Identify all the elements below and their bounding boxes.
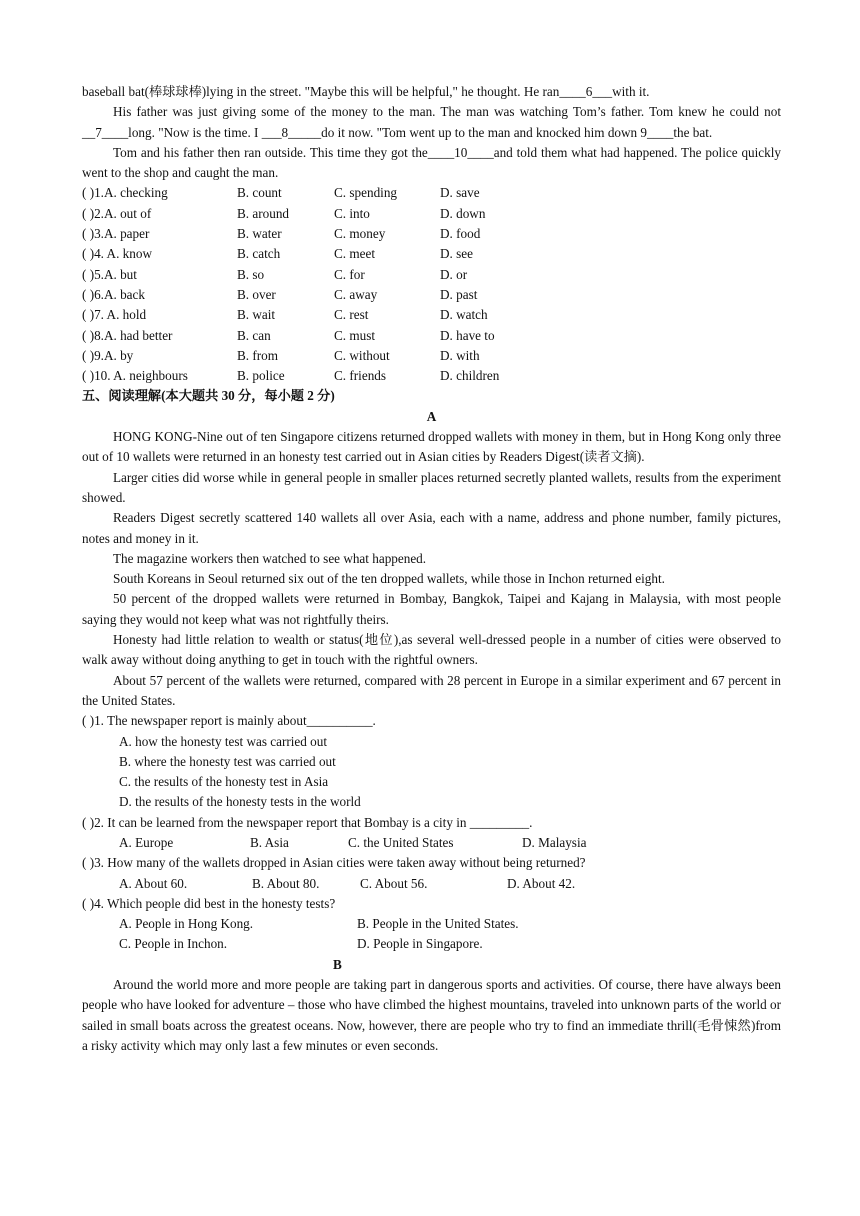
- blank-8: ___8_____: [261, 124, 322, 140]
- section-title: 五、阅读理解(本大题共 30 分，每小题 2 分): [82, 388, 335, 404]
- blank-10: ____10____: [427, 144, 494, 160]
- passage-b-paragraph: Around the world more and more people are taking part in dangerous sports and activities. Of course, there have always been people who have looked for adventure – those who have climbed the highest mountains, traveled into unknown parts of the world or sailed in small boats across the greatest oceans. Now, however, there are people who try to find an immediate thrill(毛骨悚然)from a risky activity which may only last a few minutes or even seconds.: [82, 977, 781, 1053]
- question-4-choices: [82, 914, 781, 934]
- cloze-option-row-6: ( )6.A. back B. over C. away D. past: [82, 286, 478, 302]
- choice: B. Asia: [250, 834, 289, 850]
- cloze-option-row-4: ( )4. A. know B. catch C. meet D. see: [82, 246, 473, 262]
- choice: D. About 42.: [507, 875, 576, 891]
- question-1-choice: A. how the honesty test was carried out: [119, 733, 328, 749]
- passage-a-paragraph: HONG KONG-Nine out of ten Singapore citizens returned dropped wallets with money in them, but in Hong Kong only three out of 10 wallets were returned in an honesty test carried out in Asian cities by Readers Digest(读者文摘).: [82, 429, 781, 465]
- choice: D. Malaysia: [522, 834, 587, 850]
- question-1-choice: B. where the honesty test was carried out: [119, 753, 336, 769]
- cloze-options: [82, 183, 781, 386]
- choice: A. About 60.: [119, 875, 188, 891]
- cloze-option-row-5: ( )5.A. but B. so C. for D. or: [82, 266, 468, 282]
- question-4: ( )4. Which people did best in the honesty tests?: [82, 895, 336, 911]
- question-2: ( )2. It can be learned from the newspaper report that Bombay is a city in _________.: [82, 814, 533, 830]
- cloze-option-row-2: ( )2.A. out of B. around C. into D. down: [82, 205, 486, 221]
- choice: B. People in the United States.: [357, 916, 519, 932]
- passage-a-paragraph: About 57 percent of the wallets were returned, compared with 28 percent in Europe in a similar experiment and 67 percent in the United States.: [82, 672, 781, 708]
- passage-a-paragraph: The magazine workers then watched to see what happened.: [113, 550, 427, 566]
- choice: C. People in Inchon.: [119, 936, 228, 952]
- cloze-option-row-10: ( )10. A. neighbours B. police C. friends D. children: [82, 368, 500, 384]
- cloze-option-row-8: ( )8.A. had better B. can C. must D. have to: [82, 327, 495, 343]
- blank-7: __7____: [82, 124, 129, 140]
- passage-a-label: A: [426, 408, 437, 424]
- question-1: ( )1. The newspaper report is mainly about__________.: [82, 713, 376, 729]
- choice: A. Europe: [119, 834, 174, 850]
- passage-a-paragraph: South Koreans in Seoul returned six out of the ten dropped wallets, while those in Inchon returned eight.: [113, 571, 665, 587]
- question-1-choice: D. the results of the honesty tests in the world: [119, 794, 361, 810]
- cloze-paragraph-1: baseball bat(棒球球棒)lying in the street. "Maybe this will be helpful," he thought. He ran____6___with it.: [82, 84, 650, 99]
- cloze-option-row-1: ( )1.A. checking B. count C. spending D. save: [82, 185, 480, 201]
- passage-a-paragraph: Honesty had little relation to wealth or status(地位),as several well-dressed people in a number of cities were observed to walk away without doing anything to get in touch with the rightful owners.: [82, 632, 781, 668]
- choice: D. People in Singapore.: [357, 936, 483, 952]
- choice: C. the United States: [348, 834, 454, 850]
- question-3-choices: [82, 874, 781, 894]
- choice: A. People in Hong Kong.: [119, 916, 254, 932]
- passage-b-label: B: [333, 956, 342, 972]
- blank-6: ____6___: [559, 84, 613, 99]
- choice: C. About 56.: [360, 875, 428, 891]
- question-3: ( )3. How many of the wallets dropped in Asian cities were taken away without being returned?: [82, 855, 586, 871]
- question-2-choices: [82, 833, 781, 853]
- passage-a-paragraph: Larger cities did worse while in general people in smaller places returned secretly planted wallets, results from the experiment showed.: [82, 469, 781, 505]
- cloze-paragraph-3: Tom and his father then ran outside. This time they got the____10____and told them what had happened. The police quickly went to the shop and caught the man.: [82, 144, 781, 181]
- cloze-option-row-7: ( )7. A. hold B. wait C. rest D. watch: [82, 307, 488, 323]
- passage-a-paragraph: Readers Digest secretly scattered 140 wallets all over Asia, each with a name, address and phone number, family pictures, notes and money in it.: [82, 510, 781, 546]
- question-4-choices: [82, 934, 781, 954]
- document-page: [82, 82, 781, 1056]
- cloze-paragraph-2: His father was just giving some of the money to the man. The man was watching Tom’s father. Tom knew he could not __7____long. "Now is the time. I ___8_____do it now. "Tom went up to the man and knocked him down 9____the bat.: [82, 104, 781, 140]
- blank-9: 9____: [640, 124, 674, 140]
- choice: B. About 80.: [252, 875, 320, 891]
- question-1-choice: C. the results of the honesty test in Asia: [119, 774, 329, 790]
- passage-a-paragraph: 50 percent of the dropped wallets were returned in Bombay, Bangkok, Taipei and Kajang in Malaysia, with most people saying they would not keep what was not rightfully theirs.: [82, 591, 781, 627]
- cloze-option-row-3: ( )3.A. paper B. water C. money D. food: [82, 226, 481, 242]
- cloze-option-row-9: ( )9.A. by B. from C. without D. with: [82, 347, 480, 363]
